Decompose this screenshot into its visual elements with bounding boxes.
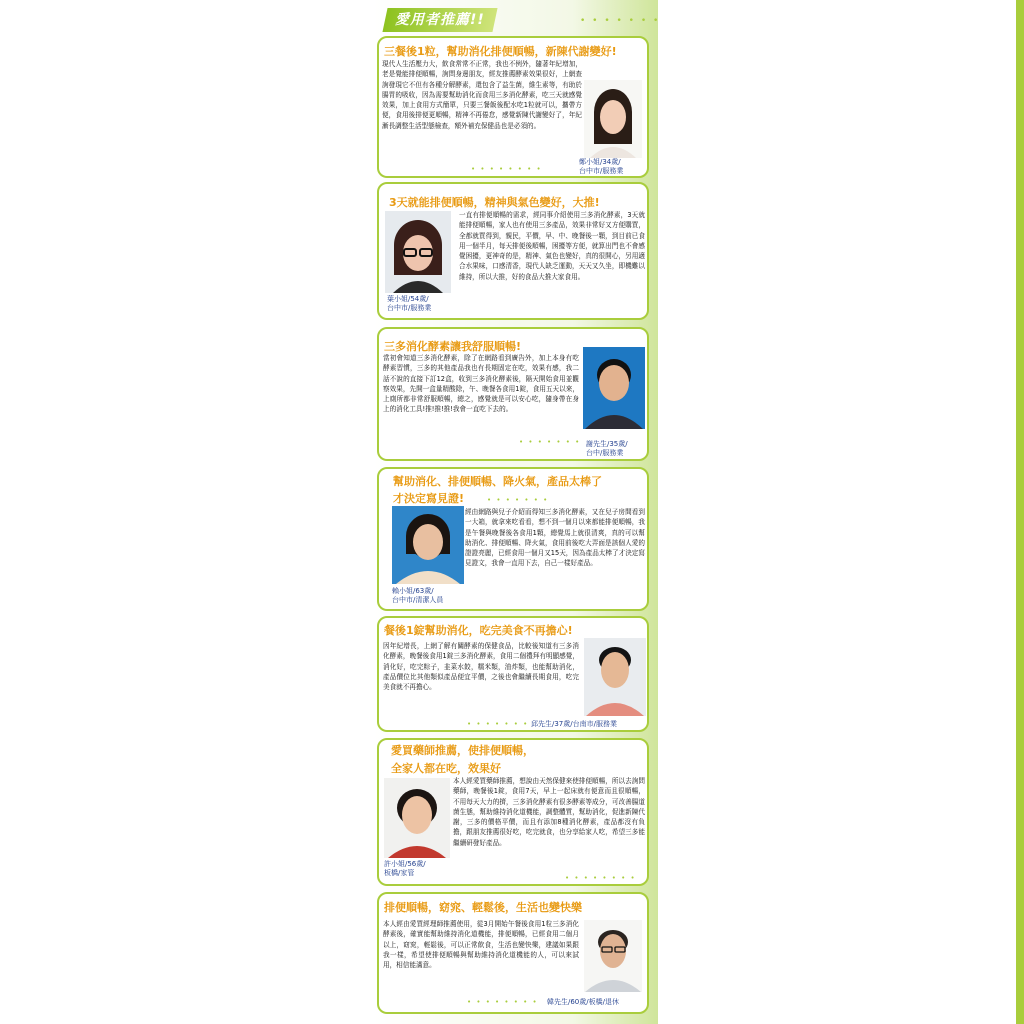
customer-photo <box>584 638 646 716</box>
section-header-title: 愛用者推薦!! <box>395 12 485 28</box>
testimonial-card <box>377 738 649 886</box>
testimonial-card <box>377 616 649 732</box>
caption-line: 謝先生/35歲/ <box>586 440 628 448</box>
testimonial-card <box>377 36 649 178</box>
caption-line: 台中市/服務業 <box>387 304 432 312</box>
decor-dots: • • • • • • • • <box>467 998 539 1006</box>
customer-caption: 韓先生/60歲/板橋/退休 <box>547 998 619 1006</box>
caption-line: 葉小姐/54歲/ <box>387 295 429 303</box>
column-edge-bar <box>1016 0 1024 1024</box>
testimonial-title: 3天就能排便順暢，精神與氣色變好，大推! <box>389 196 600 209</box>
customer-photo <box>392 506 464 584</box>
customer-photo <box>584 80 642 158</box>
caption-line: 板橋/家管 <box>384 869 415 877</box>
caption-line: 許小姐/56歲/ <box>384 860 426 868</box>
testimonial-title-line2: 才決定寫見證! <box>393 492 465 505</box>
caption-line: 台中市/清潔人員 <box>392 596 444 604</box>
testimonial-text: 因年紀增長，上網了解有關酵素的保健食品，比較後知道有三多消化酵素，晚餐後食用1錠三多消化酵素，食用二個禮拜有明顯感覺，消化好，吃完粽子，韭菜水餃，糯米類，油炸類，也能幫助消化，產品價位比其他類似產品便宜平價，之後也會繼續長期食用，吃完美食就不再擔心。 <box>383 642 579 692</box>
testimonial-title: 排便順暢，窈窕、輕鬆後，生活也變快樂 <box>384 901 582 914</box>
decor-dots: • • • • • • • <box>519 438 581 446</box>
customer-caption <box>579 158 623 176</box>
decor-dots: • • • • • • • • <box>471 165 543 173</box>
testimonial-title-line2: 全家人都在吃，效果好 <box>391 762 501 775</box>
testimonial-text: 經由網路與兒子介紹而得知三多消化酵素，又在兒子房間看到一大箱，就拿來吃看看，想不到一個月以來都能排便順暢，我是午餐與晚餐後各食用1顆，總覺馬上就很清爽，真的可以幫助消化、排便順暢、降火氣，食用前後吃大弄面是該個人愛的證證亮麗，已經食用一個月又15天，因為產品太棒了才決定寫見證文，我會一直用下去，自己一樣好產品。 <box>465 508 645 568</box>
testimonial-title: 愛買藥師推薦，使排便順暢， <box>391 744 534 757</box>
caption-line: 賴小姐/63歲/ <box>392 587 434 595</box>
header-dots: • • • • • • • <box>580 16 661 26</box>
customer-caption <box>387 295 431 313</box>
caption-line: 台中市/服務業 <box>579 167 624 175</box>
customer-caption <box>384 860 426 878</box>
customer-photo <box>385 211 451 293</box>
decor-dots: • • • • • • • <box>487 496 549 504</box>
testimonial-text: 本人經愛買藥師推薦，想說由天然保健來使排便順暢，所以去詢問藥師，晚餐後1錠，食用7天，早上一起床就有便意而且很順暢，不用每天大力的擠，三多消化酵素有很多酵素等成分，可改善腸道菌生態，幫助維持消化道機能，調整體質，幫助消化，促進新陳代謝，三多的價格平價，而且有添加8種消化酵素，產品都沒有負擔，跟朋友推薦很好吃，吃完就食，也分享給家人吃，希望三多能繼續研發好產品。 <box>453 777 645 847</box>
testimonial-title: 餐後1錠幫助消化，吃完美食不再擔心! <box>384 624 573 637</box>
customer-photo <box>584 920 642 992</box>
testimonial-text: 當初會知道三多消化酵素，除了在網路看到廣告外，加上本身有吃酵素習慣，三多的其他產品我也有長期固定在吃，效果有感，我二話不說的直接下訂12盒，收到三多消化酵素後，隔天開始食用並觀察效果，先開一盒量精酸除，午、晚餐各食用1錠，食用五天以來，上廁所都非常舒服順暢，總之，感覺就是可以安心吃，隨身帶在身上的消化工具!推!推!推!我會一直吃下去的。 <box>383 354 579 414</box>
customer-caption <box>392 587 443 605</box>
testimonial-card <box>377 467 649 611</box>
customer-photo <box>583 347 645 429</box>
testimonial-title: 三多消化酵素讓我舒服順暢! <box>384 340 522 353</box>
testimonial-card <box>377 327 649 461</box>
customer-photo <box>384 778 450 858</box>
testimonial-text: 本人經由愛買經理師推薦使用，從3月開始午餐後食用1粒三多消化酵素後，確實能幫助維持消化道機能，排便順暢，已經食用二個月以上，窈窕，輕鬆後，可以正常飲食，生活也變快樂，建議如果跟我一樣，希望使排便順暢與幫助維持消化道機能的人，可以來試用，相信能滿意。 <box>383 920 579 970</box>
decor-dots: • • • • • • • <box>467 720 529 728</box>
caption-line: 台中/服務業 <box>586 449 624 457</box>
caption-line: 鄭小姐/34歲/ <box>579 158 621 166</box>
customer-caption: 邱先生/37歲/台南市/服務業 <box>531 720 617 728</box>
testimonial-title: 幫助消化、排便順暢、降火氣，產品太棒了 <box>393 475 602 488</box>
testimonial-text: 一直有排便順暢的需求，經同事介紹使用三多消化酵素，3天就能排便順暢，家人也有使用三多產品，效果非常好又方便購買，全都就買得到，親民，平價，早、中、晚餐後一顆，到目前已食用一個半月，每天排便後順暢，困擾等方便，就算出門也不會感覺困擾，更神奇的是，精神、氣色也變好，真的很開心，另用適合水果味，口感清香，現代人缺乏運動，天天又久坐，即機難以維持，所以大推，好的食品大推大家食用。 <box>459 211 645 281</box>
testimonial-text: 現代人生活壓力大，飲食常常不正常，我也不例外，隨著年紀增加，老是覺能排便順暢，詢問身邊朋友，經友推薦酵素效果很好，上網查詢發現它不但有各種分解酵素，還包含了益生菌，維生素等，有助於腸胃的吸收，因為需要幫助消化而食用三多消化酵素，吃三天就感覺效果，加上食用方式簡單，只要三餐飯後配水吃1粒就可以，攜帶方便，食用後排便更順暢，精神不再倦怠，感覺新陳代謝變好了，年紀漸長調整生活型態檢查，額外補充保健品也是必須的。 <box>382 60 582 130</box>
testimonial-title: 三餐後1粒，幫助消化排便順暢，新陳代謝變好! <box>384 45 617 58</box>
decor-dots: • • • • • • • • <box>565 874 637 882</box>
customer-caption <box>586 440 628 458</box>
testimonial-card <box>377 182 649 320</box>
testimonial-card <box>377 892 649 1014</box>
